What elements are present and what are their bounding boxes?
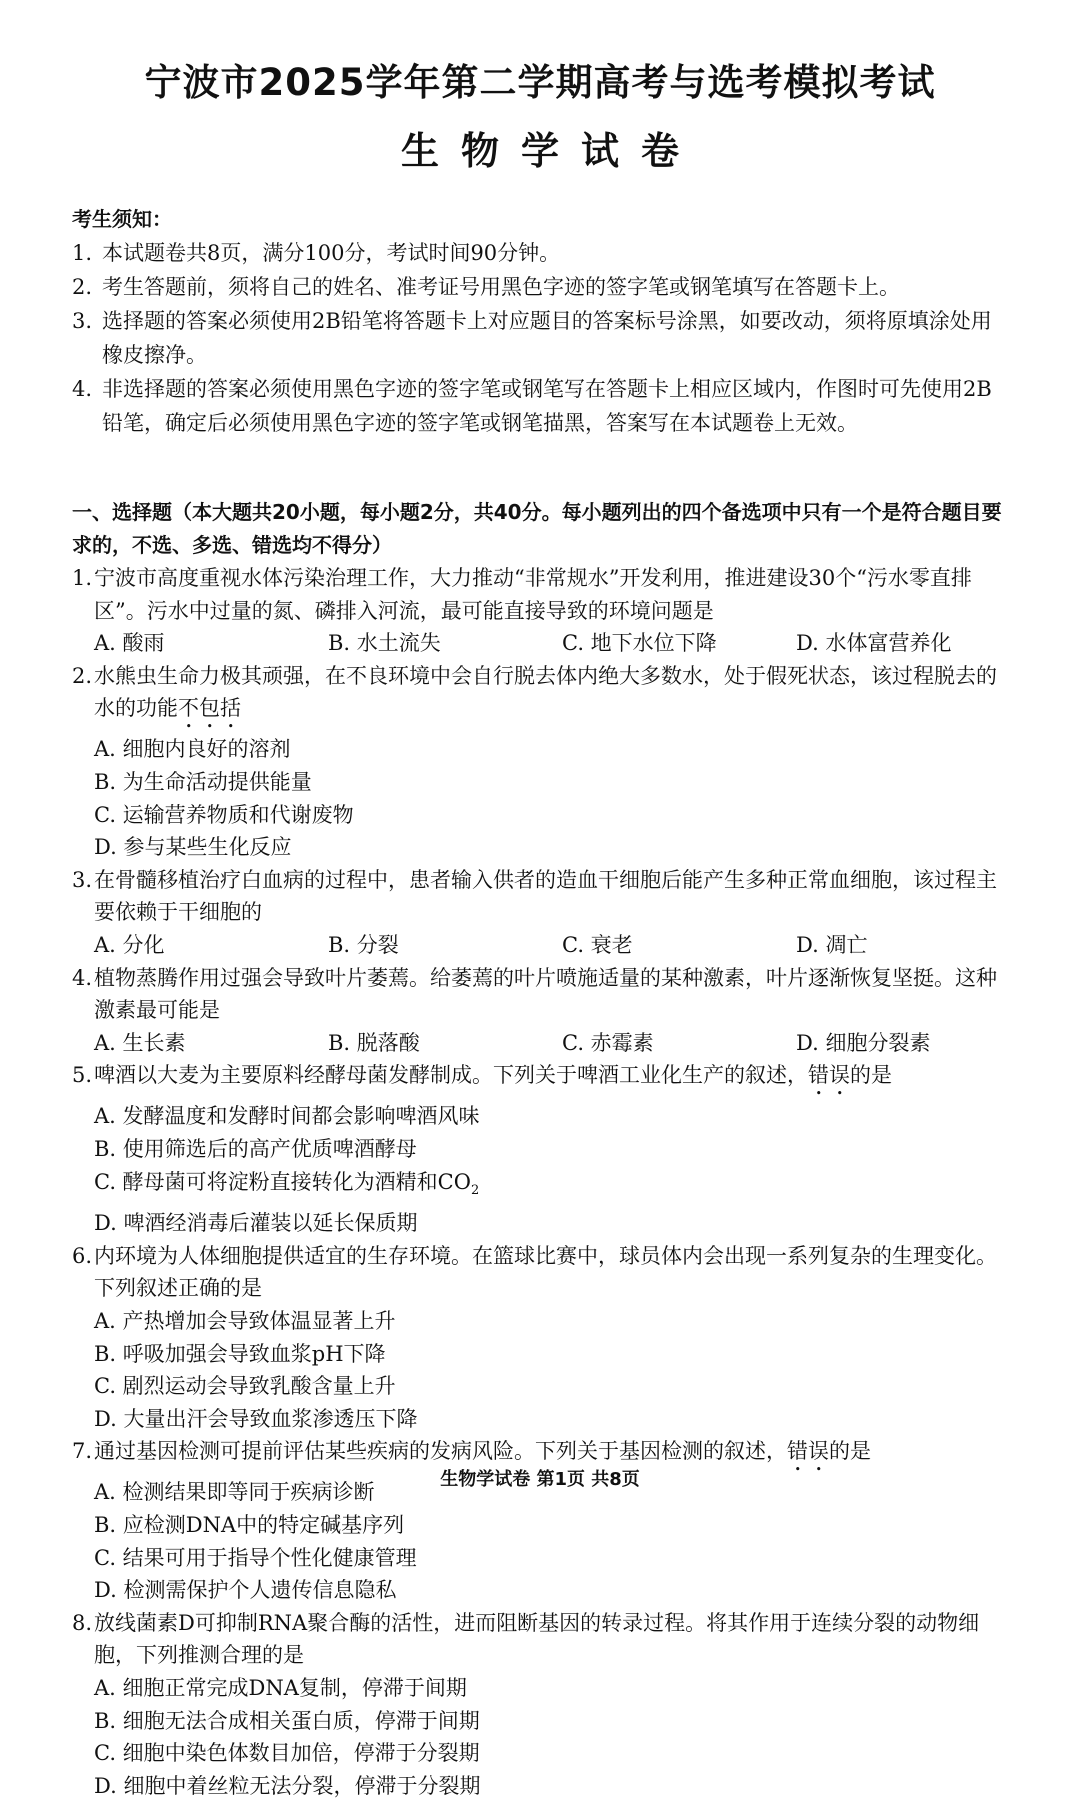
notice-item-number: 3. [72, 309, 93, 333]
option-a: A. 产热增加会导致体温显著上升 [94, 1309, 396, 1334]
option-c: C. 地下水位下降 [562, 631, 717, 656]
notice-item-number: 1. [72, 241, 93, 265]
option-b: B. 应检测DNA中的特定碱基序列 [94, 1513, 405, 1538]
notice-item-text: 考生答题前，须将自己的姓名、准考证号用黑色字迹的签字笔或钢笔填写在答题卡上。 [102, 275, 900, 299]
question-emphasis: 不包括 [178, 696, 241, 721]
question-stem: 内环境为人体细胞提供适宜的生存环境。在篮球比赛中，球员体内会出现一系列复杂的生理变化。下列叙述正确的是 [94, 1243, 997, 1301]
option-d: D. 水体富营养化 [796, 631, 952, 656]
option-a: A. 发酵温度和发酵时间都会影响啤酒风味 [94, 1104, 480, 1129]
question-emphasis: 错误 [787, 1439, 829, 1464]
option-b: B. 细胞无法合成相关蛋白质，停滞于间期 [94, 1708, 480, 1733]
question-stem: 在骨髓移植治疗白血病的过程中，患者输入供者的造血干细胞后能产生多种正常血细胞，该过程主要依赖于干细胞的 [94, 867, 997, 925]
question-stem: 水熊虫生命力极其顽强，在不良环境中会自行脱去体内绝大多数水，处于假死状态，该过程脱去的水的功能 [94, 663, 997, 721]
option-c: C. 剧烈运动会导致乳酸含量上升 [94, 1374, 396, 1399]
option-d: D. 细胞中着丝粒无法分裂，停滞于分裂期 [94, 1773, 481, 1798]
question-number: 4. [72, 965, 93, 990]
option-d: D. 检测需保护个人遗传信息隐私 [94, 1578, 397, 1603]
question-8 [72, 1607, 1012, 1802]
notice-item-number: 2. [72, 275, 93, 299]
question-stem: 放线菌素D可抑制RNA聚合酶的活性，进而阻断基因的转录过程。将其作用于连续分裂的动物细胞，下列推测合理的是 [94, 1610, 980, 1668]
question-number: 1. [72, 566, 93, 590]
notice-item-text: 选择题的答案必须使用2B铅笔将答题卡上对应题目的答案标号涂黑，如要改动，须将原填涂处用橡皮擦净。 [102, 309, 992, 367]
notice-item [72, 372, 1012, 440]
option-d: D. 啤酒经消毒后灌装以延长保质期 [94, 1211, 418, 1236]
option-a: A. 检测结果即等同于疾病诊断 [94, 1480, 375, 1505]
notice-heading: 考生须知： [72, 207, 172, 231]
option-b: B. 脱落酸 [328, 1030, 420, 1055]
question-stem: 植物蒸腾作用过强会导致叶片萎蔫。给萎蔫的叶片喷施适量的某种激素，叶片逐渐恢复坚挺。这种激素最可能是 [94, 965, 997, 1023]
question-stem: 啤酒以大麦为主要原料经酵母菌发酵制成。下列关于啤酒工业化生产的叙述， [94, 1063, 808, 1088]
option-d: D. 参与某些生化反应 [94, 835, 292, 860]
option-b: B. 分裂 [328, 932, 399, 957]
question-number: 7. [72, 1439, 93, 1464]
option-c: C. 细胞中染色体数目加倍，停滞于分裂期 [94, 1741, 480, 1766]
question-2 [72, 660, 1012, 864]
question-emphasis: 错误 [808, 1063, 850, 1088]
option-c-wrap [94, 1166, 562, 1208]
notice-item-text: 非选择题的答案必须使用黑色字迹的签字笔或钢笔写在答题卡上相应区域内，作图时可先使用2B铅笔，确定后必须使用黑色字迹的签字笔或钢笔描黑，答案写在本试题卷上无效。 [102, 377, 992, 435]
notice-item-number: 4. [72, 377, 93, 401]
page-footer: 生物学试卷 第1页 共8页 [440, 1469, 640, 1490]
question-stem-wrap [94, 660, 1012, 734]
question-5 [72, 1059, 1012, 1240]
option-a: A. 细胞正常完成DNA复制，停滞于间期 [94, 1676, 467, 1700]
option-a: A. 细胞内良好的溶剂 [94, 737, 291, 762]
question-stem: 通过基因检测可提前评估某些疾病的发病风险。下列关于基因检测的叙述， [94, 1439, 787, 1464]
question-stem-tail: 的是 [850, 1063, 892, 1088]
option-d: D. 凋亡 [796, 932, 868, 957]
notice-item [72, 236, 1012, 270]
option-a: A. 分化 [94, 932, 165, 957]
option-c: C. 酵母菌可将淀粉直接转化为酒精和CO [94, 1169, 471, 1194]
option-b: B. 为生命活动提供能量 [94, 769, 312, 794]
notice-item [72, 304, 1012, 372]
question-number: 3. [72, 867, 93, 892]
option-d: D. 细胞分裂素 [796, 1030, 931, 1055]
exam-title: 宁波市2025学年第二学期高考与选考模拟考试 [144, 61, 936, 104]
option-d: D. 大量出汗会导致血浆渗透压下降 [94, 1406, 418, 1431]
question-stem-tail: 的是 [829, 1439, 871, 1464]
question-1 [72, 562, 1012, 660]
question-3 [72, 864, 1012, 962]
option-a: A. 生长素 [94, 1030, 186, 1055]
option-b: B. 使用筛选后的高产优质啤酒酵母 [94, 1136, 417, 1161]
exam-subtitle: 生物学试卷 [400, 129, 701, 173]
question-list [72, 562, 1012, 1802]
section-heading: 一、选择题（本大题共20小题，每小题2分，共40分。每小题列出的四个备选项中只有一个是符合题目要求的，不选、多选、错选均不得分） [72, 500, 1002, 557]
candidate-notice [72, 202, 1012, 440]
question-stem-wrap [94, 1059, 1012, 1100]
question-number: 5. [72, 1063, 93, 1088]
subscript: 2 [470, 1182, 480, 1198]
option-c: C. 赤霉素 [562, 1030, 654, 1055]
option-a: A. 酸雨 [94, 631, 165, 656]
option-b: B. 水土流失 [328, 631, 441, 656]
question-6 [72, 1240, 1012, 1436]
option-c: C. 结果可用于指导个性化健康管理 [94, 1545, 417, 1570]
option-c: C. 衰老 [562, 932, 633, 957]
option-c: C. 运输营养物质和代谢废物 [94, 802, 354, 827]
question-number: 8. [72, 1610, 93, 1635]
question-stem: 宁波市高度重视水体污染治理工作，大力推动“非常规水”开发利用，推进建设30个“污水零直排区”。污水中过量的氮、磷排入河流，最可能直接导致的环境问题是 [94, 566, 972, 623]
question-7 [72, 1435, 1012, 1606]
question-number: 6. [72, 1243, 93, 1268]
notice-item-text: 本试题卷共8页，满分100分，考试时间90分钟。 [102, 241, 561, 265]
option-b: B. 呼吸加强会导致血浆pH下降 [94, 1341, 386, 1366]
notice-item [72, 270, 1012, 304]
question-4 [72, 962, 1012, 1060]
question-number: 2. [72, 663, 93, 688]
